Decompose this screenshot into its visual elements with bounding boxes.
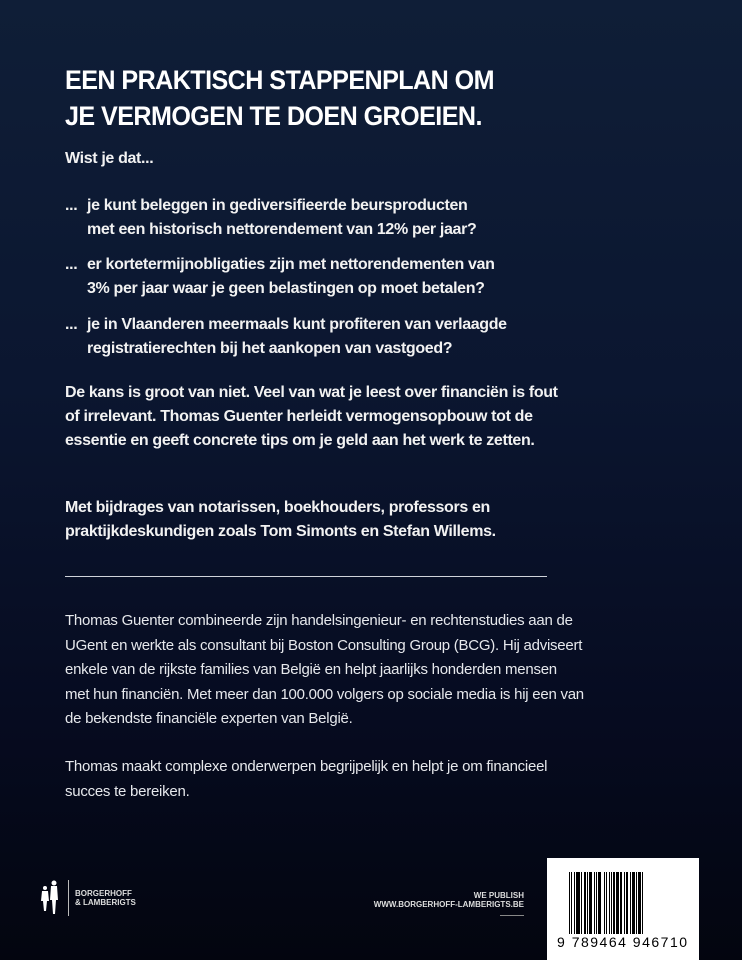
publisher-url: WWW.BORGERHOFF-LAMBERIGTS.BE [373, 900, 524, 909]
publisher-slogan: WE PUBLISH [473, 891, 524, 900]
author-bio: Thomas Guenter combineerde zijn handelsingenieur- en rechtenstudies aan de UGent en werkte als consultant bij Boston Consulting Group (BCG). Hij adviseert enkele van de rijkste families van België en helpt jaarlijks honderden mensen met hun financiën. Met meer dan 100.000 volgers op sociale media is hij een van de bekendste financiële experten van België. [65, 612, 584, 727]
contributors-paragraph: Met bijdrages van notarissen, boekhouders, professors en praktijkdeskundigen zoals Tom Simonts en Stefan Willems. [65, 499, 496, 540]
publisher-logo [40, 880, 136, 916]
headline-line: JE VERMOGEN TE DOEN GROEIEN. [65, 101, 482, 131]
publisher-name: BORGERHOFF [75, 889, 132, 898]
publisher-name: & LAMBERIGTS [75, 898, 136, 907]
summary-paragraph: De kans is groot van niet. Veel van wat je leest over financiën is fout of irrelevant. Thomas Guenter herleidt vermogensopbouw tot de essentie en geeft concrete tips om je geld aan het werk te zetten. [65, 384, 558, 449]
line: je in Vlaanderen meermaals kunt profiteren van verlaagde [87, 316, 507, 333]
barcode-bar [643, 872, 644, 934]
ellipsis: ... [65, 256, 78, 273]
isbn-first-digit: 9 [557, 934, 567, 950]
walking-figures-icon [40, 880, 62, 916]
line: er kortetermijnobligaties zijn met nettorendementen van [87, 256, 495, 273]
isbn-barcode [547, 858, 699, 960]
logo-divider [68, 880, 69, 916]
isbn-digits: 789464 946710 [571, 934, 689, 950]
line: je kunt beleggen in gediversifieerde beursproducten [87, 197, 468, 214]
ellipsis: ... [65, 197, 78, 214]
line: 3% per jaar waar je geen belastingen op moet betalen? [87, 280, 485, 297]
url-underline [500, 915, 524, 916]
divider [65, 576, 547, 577]
publisher-info [374, 891, 524, 916]
list-item [65, 313, 565, 361]
list-item [65, 194, 565, 242]
intro: Wist je dat... [65, 150, 154, 167]
list-item [65, 253, 565, 301]
headline-line: EEN PRAKTISCH STAPPENPLAN OM [65, 65, 494, 95]
ellipsis: ... [65, 316, 78, 333]
line: registratierechten bij het aankopen van vastgoed? [87, 340, 453, 357]
headline [65, 62, 494, 134]
line: met een historisch nettorendement van 12% per jaar? [87, 221, 477, 238]
author-bio-closing: Thomas maakt complexe onderwerpen begrijpelijk en helpt je om financieel succes te bereiken. [65, 758, 548, 800]
barcode-bars [569, 872, 689, 934]
